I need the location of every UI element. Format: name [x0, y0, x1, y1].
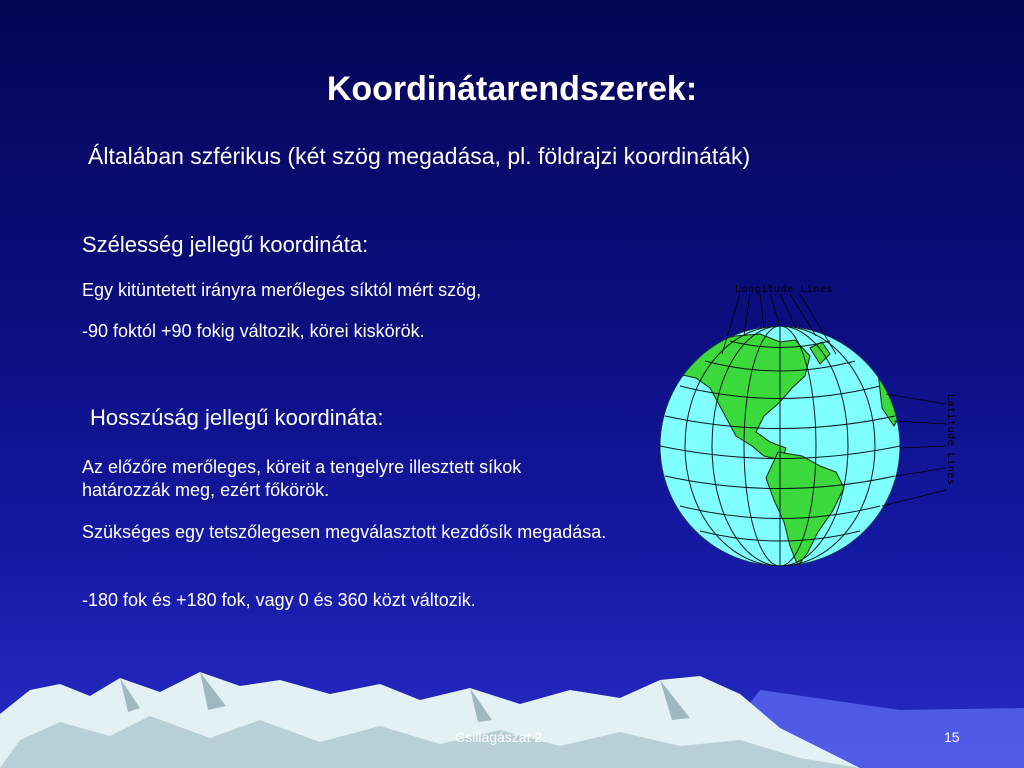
page-number: 15: [944, 729, 960, 745]
latitude-paragraph: Egy kitüntetett irányra merőleges síktól mért szög,: [82, 280, 482, 300]
longitude-label: Longitude Lines: [735, 284, 833, 295]
longitude-paragraph: -180 fok és +180 fok, vagy 0 és 360 közt változik.: [82, 590, 476, 610]
globe-figure: [660, 276, 970, 576]
longitude-paragraph: Az előzőre merőleges, köreit a tengelyre illesztett síkok határozzák meg, ezért főkörök.: [82, 457, 522, 500]
footer-center-text: Csillagászat 2.: [455, 729, 547, 745]
latitude-label: Latitude Lines: [945, 394, 956, 486]
slide-subtitle: Általában szférikus (két szög megadása, pl. földrajzi koordináták): [88, 143, 751, 169]
slide-title: Koordinátarendszerek:: [326, 70, 698, 108]
longitude-heading: Hosszúság jellegű koordináta:: [90, 405, 384, 430]
mountain-range-decoration: [0, 650, 1024, 768]
latitude-paragraph: -90 foktól +90 fokig változik, körei kiskörök.: [82, 321, 425, 341]
latitude-heading: Szélesség jellegű koordináta:: [82, 232, 369, 257]
longitude-paragraph: Szükséges egy tetszőlegesen megválasztott kezdősík megadása.: [82, 522, 607, 542]
